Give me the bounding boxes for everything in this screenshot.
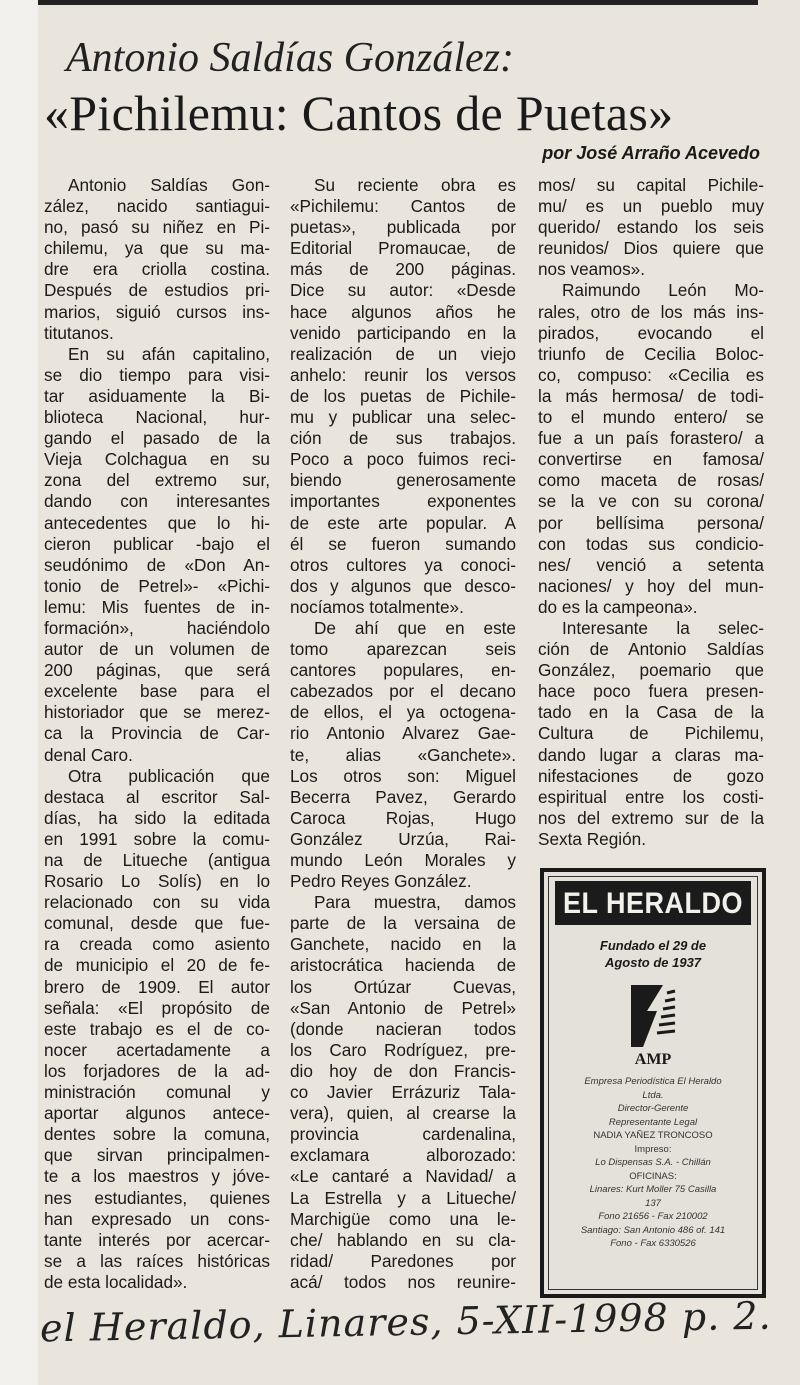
text-line: triunfo de Cecilia Boloc- [538, 343, 764, 364]
text-line: antecedentes que lo hi- [44, 512, 270, 533]
headline-title: «Pichilemu: Cantos de Puetas» [44, 85, 674, 141]
text-line: zona del extremo sur, [44, 470, 270, 491]
text-line: te, alias «Ganchete». [290, 744, 516, 765]
text-line: chilemu, ya que su ma- [44, 238, 270, 259]
director-line: Representante Legal [608, 1116, 698, 1128]
top-rule [38, 0, 758, 5]
text-line: como maceta de rosas/ [538, 470, 764, 491]
text-line: hace poco fuera presen- [538, 681, 764, 702]
text-line: se a las raíces históricas [44, 1250, 270, 1271]
text-line: hace algunos años he [290, 301, 516, 322]
text-line: Caroca Rojas, Hugo [290, 807, 516, 828]
offices-line: OFICINAS: [629, 1170, 677, 1182]
text-line: «San Antonio de Petrel» [290, 997, 516, 1018]
text-line: de este arte popular. A [290, 512, 516, 533]
text-line: En su afán capitalino, [68, 343, 270, 364]
text-line: exclamara alborozado: [290, 1145, 516, 1166]
text-line: Dice su autor: «Desde [290, 280, 516, 301]
text-line: por bellísima persona/ [538, 512, 764, 533]
text-line: rio Antonio Alvarez Gae- [290, 723, 516, 744]
text-line: provincia cardenalina, [290, 1124, 516, 1145]
text-line: anhelo: reunir los versos [290, 364, 516, 385]
text-line: dentes sobre la comuna, [44, 1124, 270, 1145]
text-line: los Caro Rodríguez, pre- [290, 1039, 516, 1060]
text-line: marios, siguió cursos ins- [44, 301, 270, 322]
text-line: en 1991 sobre la comu- [44, 828, 270, 849]
text-line: rales, otro de los más ins- [538, 301, 764, 322]
text-line: titutanos. [44, 322, 114, 343]
byline: por José Arraño Acevedo [542, 143, 760, 163]
offices-line: Fono 21656 - Fax 210002 [598, 1211, 708, 1222]
text-line: de ellos, el ya octogena- [290, 702, 516, 723]
text-line: parte de la versaina de [290, 913, 516, 934]
text-line: dando lugar a claras ma- [538, 744, 764, 765]
text-line: biendo generosamente [290, 470, 516, 491]
masthead-box [540, 868, 766, 1298]
text-line: Pedro Reyes González. [290, 871, 472, 892]
company-line: Empresa Periodística El Heraldo [584, 1076, 722, 1087]
text-line: «Pichilemu: Cantos de [290, 196, 516, 217]
text-line: do es la campeona». [538, 596, 698, 617]
masthead-name: EL HERALDO [555, 881, 751, 925]
text-line: tar asiduamente la Bi- [44, 385, 270, 406]
text-line: de municipio el 20 de fe- [44, 955, 270, 976]
text-line: blioteca Nacional, hur- [44, 407, 270, 428]
text-line: to el mundo entero/ se [538, 407, 764, 428]
imprint-info [549, 1075, 757, 1251]
text-line: mu y publicar una selec- [290, 407, 516, 428]
text-line: autor de un volumen de [44, 639, 270, 660]
handwritten-source-note: el Heraldo, Linares, 5-XII-1998 p. 2. [39, 1293, 772, 1351]
text-line: denal Caro. [44, 744, 133, 765]
offices-line: Linares: Kurt Moller 75 Casilla [589, 1184, 717, 1195]
text-line: con todas sus condicio- [538, 533, 764, 554]
text-line: aportar algunos antece- [44, 1103, 270, 1124]
director-line: Director-Gerente [617, 1103, 689, 1114]
amp-logo-icon [623, 981, 683, 1051]
text-line: vera), quien, al crearse la [290, 1103, 516, 1124]
text-line: Antonio Saldías Gon- [68, 175, 270, 195]
paragraph [44, 175, 270, 344]
text-line: dio hoy de don Francis- [290, 1060, 516, 1081]
text-line: ción de Antonio Saldías [538, 639, 764, 660]
text-line: te a los maestros y jóve- [44, 1166, 270, 1187]
text-line: nes estudiantes, quienes [44, 1187, 270, 1208]
text-line: acá/ todos nos reunire- [290, 1271, 516, 1292]
text-line: naciones/ y hoy del mun- [538, 575, 764, 596]
paragraph [290, 175, 516, 618]
text-line: reunidos/ Dios quiere que [538, 238, 764, 259]
text-line: querido/ estando los seis [538, 217, 764, 238]
paragraph [44, 766, 270, 1293]
director-name: NADIA YAÑEZ TRONCOSO [593, 1130, 713, 1141]
text-line: 200 páginas, que será [44, 660, 270, 681]
offices-line: Santiago: San Antonio 486 of. 141 [580, 1224, 726, 1236]
text-line: co Javier Errázuriz Tala- [290, 1082, 516, 1103]
text-line: ra creada como asiento [44, 934, 270, 955]
text-line: ción de sus trabajos. [290, 428, 516, 449]
text-line: se dio tiempo para visi- [44, 364, 270, 385]
text-line: tado en la Casa de la [538, 702, 764, 723]
text-line: otros cultores ya conoci- [290, 554, 516, 575]
text-line: historiador que se merez- [44, 702, 270, 723]
headline-kicker: Antonio Saldías González: [66, 35, 514, 81]
text-line: co, compuso: «Cecilia es [538, 364, 764, 385]
founded-date [549, 937, 757, 971]
text-line: aristocrática hacienda de [290, 955, 516, 976]
text-line: dos y algunos que desco- [290, 575, 516, 596]
logo-text: AMP [634, 1051, 672, 1068]
text-line: nifestaciones de gozo [538, 765, 764, 786]
paragraph [538, 175, 764, 280]
text-line: comunal, desde que fue- [44, 913, 270, 934]
text-line: Ganchete, nacido en la [290, 934, 516, 955]
text-line: Editorial Promaucae, de [290, 238, 516, 259]
founded-line: Agosto de 1937 [604, 955, 702, 970]
text-line: Sexta Región. [538, 828, 646, 849]
text-line: Su reciente obra es [314, 175, 516, 195]
paragraph [44, 344, 270, 766]
text-line: convertirse en famosa/ [538, 449, 764, 470]
text-line: se la ve con su corona/ [538, 491, 764, 512]
founded-line: Fundado el 29 de [599, 938, 707, 953]
text-line: nocer acertadamente a [44, 1039, 270, 1060]
text-line: nes/ venció a setenta [538, 554, 764, 575]
text-line: él se fueron sumando [290, 533, 516, 554]
text-line: cieron publicar -bajo el [44, 533, 270, 554]
text-line: ridad/ Paredones por [290, 1250, 516, 1271]
offices-line: Fono - Fax 6330526 [610, 1238, 696, 1249]
text-line: (donde nacieran todos [290, 1018, 516, 1039]
text-line: este trabajo es el de co- [44, 1018, 270, 1039]
text-line: Otra publicación que [68, 765, 270, 786]
text-line: brero de 1909. El autor [44, 976, 270, 997]
text-line: fue a un país forastero/ a [538, 428, 764, 449]
text-line: Raimundo León Mo- [562, 280, 764, 301]
text-line: Poco a poco fuimos reci- [290, 449, 516, 470]
text-line: los forjadores de la ad- [44, 1060, 270, 1081]
paragraph [290, 618, 516, 892]
offices-line: 137 [645, 1197, 661, 1209]
text-line: de los puetas de Pichile- [290, 385, 516, 406]
text-line: mundo León Morales y [290, 850, 516, 870]
text-line: seudónimo de «Don An- [44, 554, 270, 575]
text-line: Para muestra, damos [314, 892, 516, 913]
text-line: Marchigüe como una le- [290, 1208, 516, 1229]
printer-line: Impreso: [634, 1143, 672, 1155]
company-line: Ltda. [642, 1089, 664, 1101]
text-line: La Estrella y a Litueche/ [290, 1187, 516, 1208]
text-line: che/ hablando en su cla- [290, 1229, 516, 1250]
paragraph [538, 280, 764, 618]
text-line: cabezados por el decano [290, 681, 516, 702]
text-line: tonio de Petrel»- «Pichi- [44, 575, 270, 596]
text-line: tante interés por acercar- [44, 1229, 270, 1250]
text-line: «Le cantaré a Navidad/ a [290, 1166, 516, 1187]
printer-line: Lo Dispensas S.A. - Chillán [595, 1157, 711, 1168]
text-line: espiritual entre los costi- [538, 786, 764, 807]
text-line: gando el pasado de la [44, 428, 270, 449]
text-line: Becerra Pavez, Gerardo [290, 786, 516, 807]
text-line: que sirvan principalmen- [44, 1145, 270, 1166]
text-line: venido participando en la [290, 322, 516, 343]
masthead-box-inner [548, 876, 758, 1290]
text-line: nos del extremo sur de la [538, 807, 764, 828]
text-line: no, pasó su niñez en Pi- [44, 217, 270, 238]
article-column-2 [290, 175, 516, 1293]
paragraph [538, 618, 764, 850]
text-line: nos veamos». [538, 259, 646, 280]
text-line: na de Litueche (antigua [44, 850, 270, 870]
text-line: cantores populares, en- [290, 660, 516, 681]
article-column-1 [44, 175, 270, 1293]
text-line: más de 200 páginas. [290, 259, 516, 280]
text-line: De ahí que en este [314, 617, 516, 638]
text-line: Rosario Lo Solís) en lo [44, 871, 270, 892]
text-line: destaca al escritor Sal- [44, 786, 270, 807]
text-line: nocíamos totalmente». [290, 596, 464, 617]
text-line: puetas», publicada por [290, 217, 516, 238]
text-line: mos/ su capital Pichile- [538, 175, 764, 195]
text-line: pirados, evocando el [538, 322, 764, 343]
text-line: importantes exponentes [290, 491, 516, 512]
text-line: ministración comunal y [44, 1082, 270, 1103]
text-line: excelente base para el [44, 681, 270, 702]
text-line: ca la Provincia de Car- [44, 723, 270, 744]
text-line: han expresado un cons- [44, 1208, 270, 1229]
text-line: Cultura de Pichilemu, [538, 723, 764, 744]
text-line: señala: «El propósito de [44, 997, 270, 1018]
text-line: Después de estudios pri- [44, 280, 270, 301]
text-line: dre era criolla costina. [44, 259, 270, 280]
text-line: los Ortúzar Cuevas, [290, 976, 516, 997]
article-column-3 [538, 175, 764, 850]
text-line: tomo aparezcan seis [290, 639, 516, 660]
text-line: González, poemario que [538, 660, 764, 681]
text-line: formación», haciéndolo [44, 617, 270, 638]
text-line: la más hermosa/ de todi- [538, 385, 764, 406]
text-line: de esta localidad». [44, 1271, 188, 1292]
text-line: Interesante la selec- [562, 617, 764, 638]
text-line: días, ha sido la editada [44, 807, 270, 828]
text-line: relacionado con su vida [44, 892, 270, 913]
text-line: Los otros son: Miguel [290, 765, 516, 786]
text-line: zález, nacido santiagui- [44, 196, 270, 217]
text-line: mu/ es un pueblo muy [538, 196, 764, 217]
text-line: Vieja Colchagua en su [44, 449, 270, 470]
text-line: González Urzúa, Rai- [290, 828, 516, 849]
paragraph [290, 892, 516, 1293]
text-line: dando con interesantes [44, 491, 270, 512]
text-line: lemu: Mis fuentes de in- [44, 596, 270, 617]
text-line: realización de un viejo [290, 343, 516, 364]
